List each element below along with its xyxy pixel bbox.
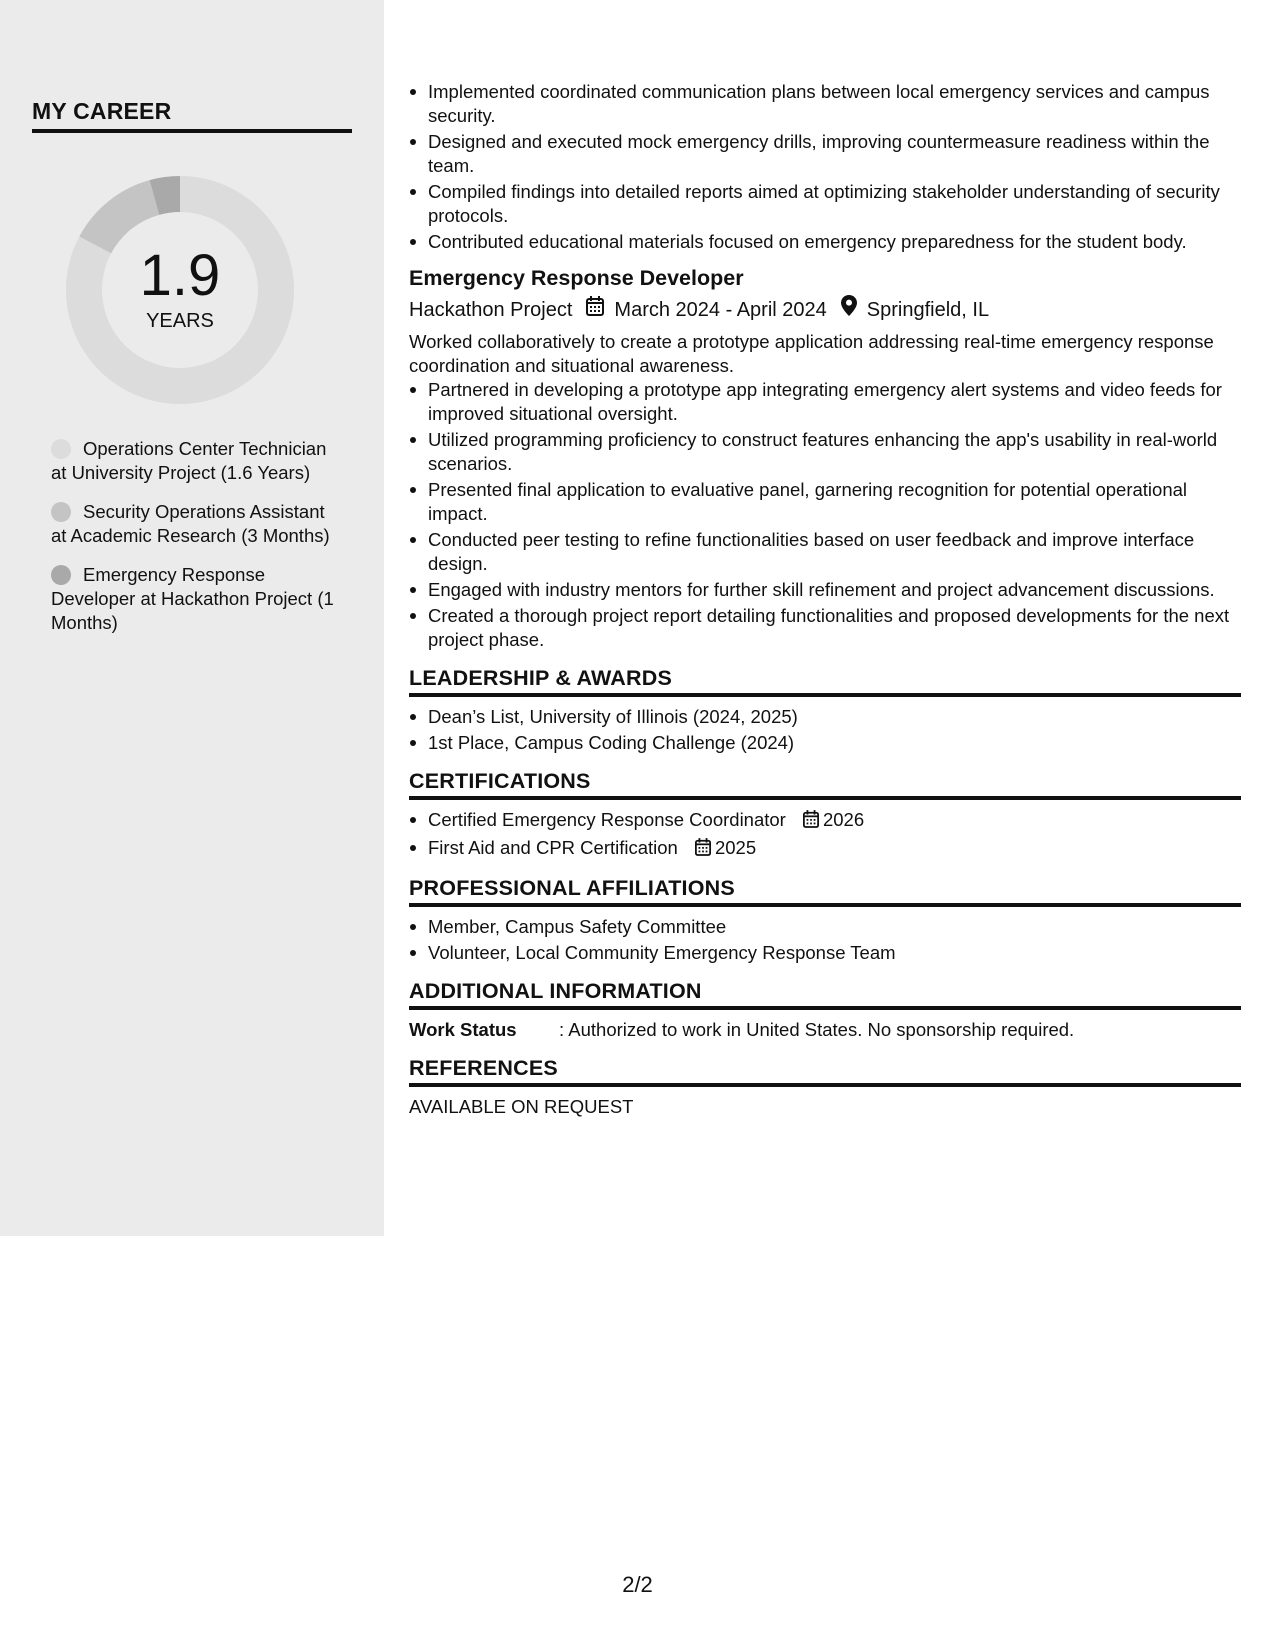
list-item: Compiled findings into detailed reports aimed at optimizing stakeholder understanding of security protocols. (409, 180, 1241, 228)
total-years-unit: YEARS (146, 310, 214, 332)
list-item: Designed and executed mock emergency drills, improving countermeasure readiness within the team. (409, 130, 1241, 178)
affiliations-list (409, 915, 1241, 965)
list-item (409, 836, 1241, 862)
list-item: Created a thorough project report detailing functionalities and proposed developments for the next project phase. (409, 604, 1241, 652)
career-donut-chart (66, 176, 294, 404)
certifications-list (409, 808, 1241, 862)
list-item: Engaged with industry mentors for further skill refinement and project advancement discussions. (409, 578, 1241, 602)
list-item: Member, Campus Safety Committee (409, 915, 1241, 939)
list-item: Conducted peer testing to refine functionalities based on user feedback and improve interface design. (409, 528, 1241, 576)
list-item: Contributed educational materials focused on emergency preparedness for the student body. (409, 230, 1241, 254)
job-description: Worked collaboratively to create a prototype application addressing real-time emergency response coordination and situational awareness. (409, 331, 1214, 376)
legend-dot (51, 502, 71, 522)
leadership-list (409, 705, 1241, 755)
list-item: Partnered in developing a prototype app integrating emergency alert systems and video feeds for improved situational oversight. (409, 378, 1241, 426)
career-heading: MY CAREER (32, 98, 352, 133)
list-item: Implemented coordinated communication plans between local emergency services and campus security. (409, 80, 1241, 128)
list-item: Utilized programming proficiency to construct features enhancing the app's usability in real-world scenarios. (409, 428, 1241, 476)
legend-dot (51, 439, 71, 459)
legend-item (51, 437, 341, 485)
list-item: Presented final application to evaluative panel, garnering recognition for potential operational impact. (409, 478, 1241, 526)
legend-dot (51, 565, 71, 585)
calendar-icon (586, 296, 604, 324)
legend-label: Emergency Response Developer at Hackathon Project (1 Months) (51, 564, 334, 633)
leadership-heading: LEADERSHIP & AWARDS (409, 666, 1241, 697)
map-pin-icon (841, 295, 857, 324)
work-status-row (409, 1018, 1241, 1042)
main-content (409, 80, 1241, 1119)
job-meta (409, 295, 1241, 324)
legend-label: Operations Center Technician at University Project (1.6 Years) (51, 438, 327, 483)
list-item: 1st Place, Campus Coding Challenge (2024) (409, 731, 1241, 755)
legend-label: Security Operations Assistant at Academic Research (3 Months) (51, 501, 330, 546)
cert-year: 2026 (822, 809, 865, 830)
calendar-icon (695, 838, 711, 862)
legend-item (51, 563, 341, 635)
references-text: AVAILABLE ON REQUEST (409, 1096, 634, 1117)
references-heading: REFERENCES (409, 1056, 1241, 1087)
list-item (409, 808, 1241, 834)
list-item: Volunteer, Local Community Emergency Response Team (409, 941, 1241, 965)
list-item: Dean’s List, University of Illinois (2024, 2025) (409, 705, 1241, 729)
work-status-label: Work Status (409, 1019, 517, 1040)
total-years-value: 1.9 (139, 243, 221, 308)
page-number: 2/2 (622, 1572, 653, 1597)
prev-job-bullets (409, 80, 1241, 254)
certifications-heading: CERTIFICATIONS (409, 769, 1241, 800)
cert-name: Certified Emergency Response Coordinator (428, 809, 786, 830)
work-status-value: : Authorized to work in United States. No sponsorship required. (559, 1019, 1075, 1040)
job-location: Springfield, IL (866, 298, 990, 321)
career-legend (51, 437, 341, 650)
job-bullets (409, 378, 1241, 652)
additional-info-heading: ADDITIONAL INFORMATION (409, 979, 1241, 1010)
cert-name: First Aid and CPR Certification (428, 837, 678, 858)
affiliations-heading: PROFESSIONAL AFFILIATIONS (409, 876, 1241, 907)
cert-year: 2025 (714, 837, 757, 858)
calendar-icon (803, 810, 819, 834)
job-company: Hackathon Project (409, 298, 573, 321)
sidebar (0, 0, 384, 1236)
legend-item (51, 500, 341, 548)
job-dates: March 2024 - April 2024 (614, 298, 827, 321)
job-title: Emergency Response Developer (409, 266, 744, 290)
